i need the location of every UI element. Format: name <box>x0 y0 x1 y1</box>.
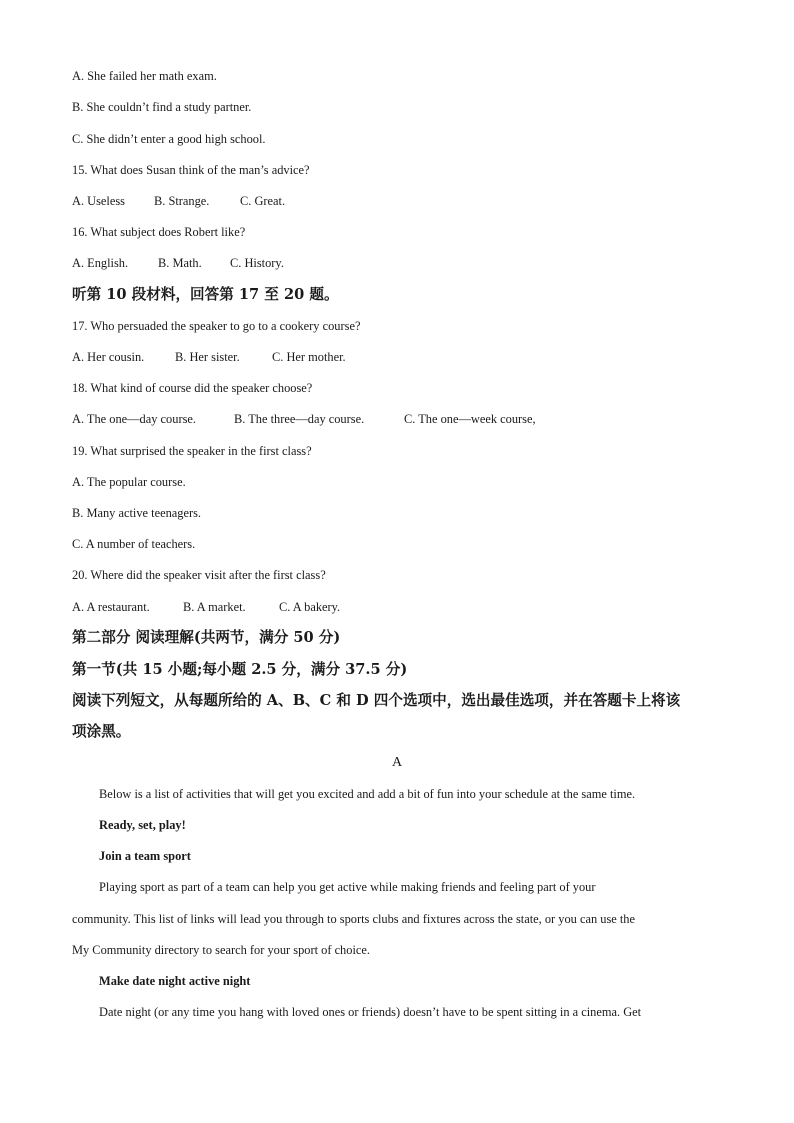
q15-option-c: C. Great. <box>240 194 286 208</box>
q15-options <box>72 193 285 209</box>
q15-question: 15. What does Susan think of the man’s advice? <box>72 163 310 177</box>
q15-option-b: B. Strange. <box>154 194 210 208</box>
q15-option-a: A. Useless <box>72 194 125 208</box>
passage-letter: A <box>391 755 403 770</box>
q16-option-c: C. History. <box>230 256 284 270</box>
part2-heading: 第二部分 阅读理解(共两节，满分 50 分) <box>72 629 341 646</box>
q18-option-b: B. The three—day course. <box>234 412 365 426</box>
q16-question: 16. What subject does Robert like? <box>72 225 246 239</box>
subheading-team-sport: Join a team sport <box>99 849 191 863</box>
q14-option-c: C. She didn’t enter a good high school. <box>72 132 266 146</box>
team-paragraph-line-3: My Community directory to search for your sport of choice. <box>72 943 370 957</box>
q14-option-a: A. She failed her math exam. <box>72 69 217 83</box>
subheading-date-night: Make date night active night <box>99 974 251 988</box>
q18-option-c: C. The one—week course, <box>404 412 536 426</box>
q17-option-a: A. Her cousin. <box>72 350 145 364</box>
q17-option-b: B. Her sister. <box>175 350 240 364</box>
q18-options <box>72 411 536 427</box>
instructions-line-1: 阅读下列短文，从每题所给的 A、B、C 和 D 四个选项中，选出最佳选项，并在答题卡上将该 <box>72 692 681 709</box>
q20-option-b: B. A market. <box>183 600 246 614</box>
q19-option-a: A. The popular course. <box>72 475 186 489</box>
passage-intro: Below is a list of activities that will get you excited and add a bit of fun into your schedule at the same time. <box>99 787 636 801</box>
q18-question: 18. What kind of course did the speaker choose? <box>72 381 313 395</box>
q20-options <box>72 599 340 615</box>
q17-options <box>72 349 346 365</box>
q16-option-a: A. English. <box>72 256 129 270</box>
q17-option-c: C. Her mother. <box>272 350 346 364</box>
team-paragraph-line-2: community. This list of links will lead you through to sports clubs and fixtures across the state, or you can use the <box>72 912 635 926</box>
instructions-line-2: 项涂黑。 <box>72 723 131 740</box>
q16-options <box>72 255 284 271</box>
q19-option-c: C. A number of teachers. <box>72 537 196 551</box>
date-paragraph-line-1: Date night (or any time you hang with loved ones or friends) doesn’t have to be spent sitting in a cinema. Get <box>99 1005 642 1019</box>
q18-option-a: A. The one—day course. <box>72 412 196 426</box>
q20-option-a: A. A restaurant. <box>72 600 150 614</box>
q20-question: 20. Where did the speaker visit after the first class? <box>72 568 326 582</box>
section10-heading: 听第 10 段材料，回答第 17 至 20 题。 <box>72 286 339 303</box>
section1-heading: 第一节(共 15 小题;每小题 2.5 分，满分 37.5 分) <box>72 661 408 678</box>
team-paragraph-line-1: Playing sport as part of a team can help you get active while making friends and feeling part of your <box>99 880 596 894</box>
q20-option-c: C. A bakery. <box>279 600 341 614</box>
q16-option-b: B. Math. <box>158 256 202 270</box>
q17-question: 17. Who persuaded the speaker to go to a cookery course? <box>72 319 361 333</box>
q14-option-b: B. She couldn’t find a study partner. <box>72 100 252 114</box>
subheading-ready-set-play: Ready, set, play! <box>99 818 186 832</box>
q19-option-b: B. Many active teenagers. <box>72 506 202 520</box>
q19-question: 19. What surprised the speaker in the first class? <box>72 444 312 458</box>
